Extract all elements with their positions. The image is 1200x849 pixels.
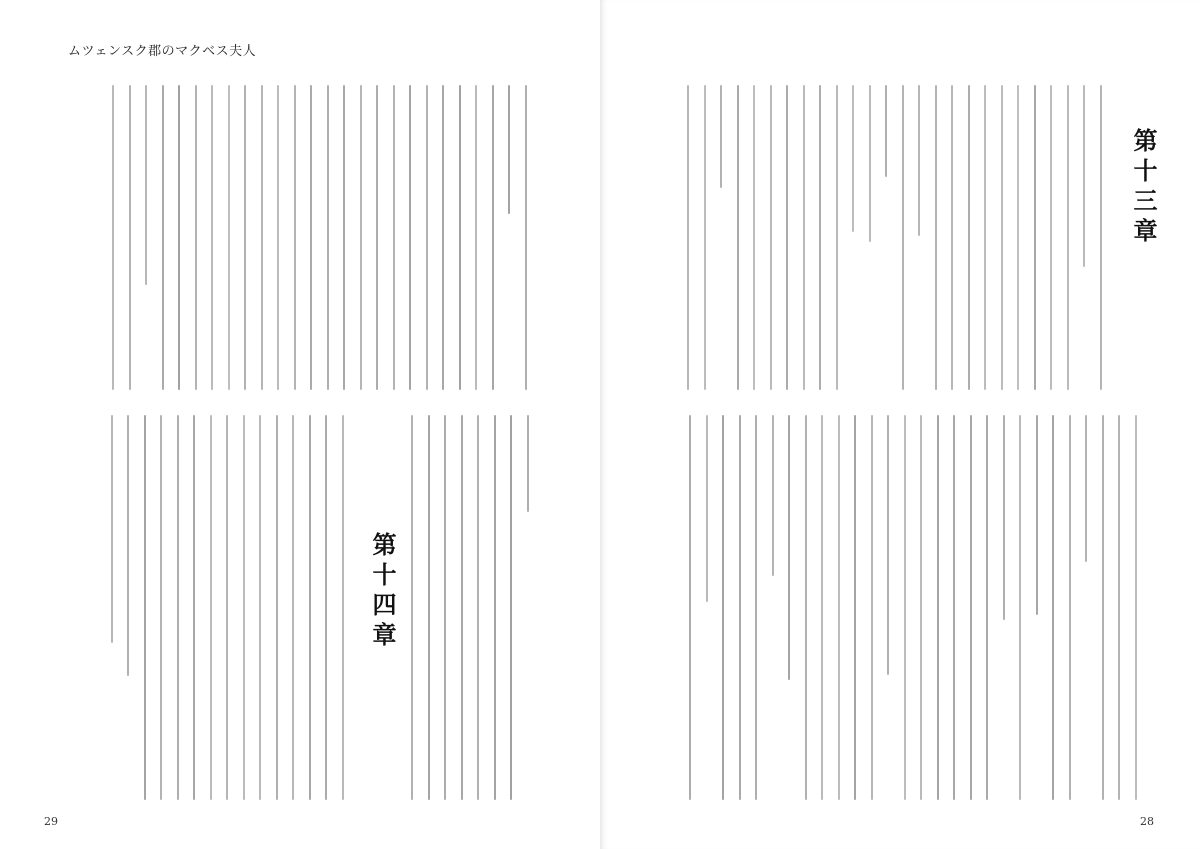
text-column [1083, 85, 1085, 267]
text-column [411, 415, 413, 800]
text-column [706, 415, 708, 602]
text-column [786, 85, 788, 390]
text-column [1085, 415, 1087, 562]
chapter-thirteen-heading: 第十三章 [1129, 128, 1158, 248]
text-column [1019, 415, 1021, 800]
text-column [1017, 85, 1019, 390]
text-column [918, 85, 920, 236]
text-column [970, 415, 972, 800]
text-column [393, 85, 395, 390]
text-column [294, 85, 296, 390]
text-column [1135, 415, 1137, 800]
text-column [1102, 415, 1104, 800]
text-column [111, 415, 113, 643]
right-lower-text-block [668, 415, 1143, 800]
text-column [508, 85, 510, 214]
text-column [704, 85, 706, 390]
text-column [276, 415, 278, 800]
text-column [1001, 85, 1003, 390]
text-column [112, 85, 114, 390]
text-column [477, 415, 479, 800]
text-column [195, 85, 197, 390]
text-column [854, 415, 856, 800]
text-column [193, 415, 195, 800]
text-column [310, 85, 312, 390]
text-column [687, 85, 689, 390]
page-number-left: 29 [44, 815, 58, 828]
text-column [510, 415, 512, 800]
text-column [805, 415, 807, 800]
text-column [409, 85, 411, 390]
text-column [342, 415, 344, 800]
text-column [129, 85, 131, 390]
text-column [127, 415, 129, 676]
text-column [277, 85, 279, 390]
text-column [904, 415, 906, 800]
text-column [968, 85, 970, 390]
text-column [1118, 415, 1120, 800]
text-column [162, 85, 164, 390]
text-column [160, 415, 162, 800]
text-column [444, 415, 446, 800]
text-column [755, 415, 757, 800]
text-column [689, 415, 691, 800]
text-column [376, 85, 378, 390]
text-column [327, 85, 329, 390]
text-column [1100, 85, 1102, 390]
text-column [937, 415, 939, 800]
text-column [475, 85, 477, 390]
text-column [145, 85, 147, 285]
text-column [210, 415, 212, 800]
text-column [887, 415, 889, 675]
text-column [772, 415, 774, 576]
text-column [1050, 85, 1052, 390]
text-column [343, 85, 345, 390]
text-column [525, 85, 527, 390]
text-column [211, 85, 213, 390]
text-column [986, 415, 988, 800]
text-column [360, 85, 362, 390]
text-column [869, 85, 871, 242]
text-column [737, 85, 739, 390]
text-column [442, 85, 444, 390]
text-column [494, 415, 496, 800]
page-number-right: 28 [1140, 815, 1154, 828]
text-column [426, 85, 428, 390]
running-head: ムツェンスク郡のマクベス夫人 [68, 44, 257, 59]
text-column [177, 415, 179, 800]
text-column [144, 415, 146, 800]
text-column [492, 85, 494, 390]
text-column [1069, 415, 1071, 800]
left-lower-text-block-left [88, 415, 350, 800]
text-column [720, 85, 722, 188]
text-column [871, 415, 873, 800]
text-column [1034, 85, 1036, 390]
text-column [836, 85, 838, 390]
text-column [309, 415, 311, 800]
text-column [1067, 85, 1069, 390]
text-column [852, 85, 854, 232]
left-upper-text-block [88, 85, 533, 390]
text-column [226, 415, 228, 800]
text-column [722, 415, 724, 800]
text-column [739, 415, 741, 800]
text-column [885, 85, 887, 177]
text-column [178, 85, 180, 390]
text-column [902, 85, 904, 390]
text-column [984, 85, 986, 390]
text-column [459, 85, 461, 390]
chapter-fourteen-heading: 第十四章 [368, 532, 397, 652]
text-column [292, 415, 294, 800]
text-column [1003, 415, 1005, 620]
text-column [951, 85, 953, 390]
text-column [935, 85, 937, 390]
text-column [261, 85, 263, 390]
text-column [819, 85, 821, 390]
right-upper-text-block [668, 85, 1108, 390]
text-column [953, 415, 955, 800]
left-lower-text-block-right [395, 415, 535, 800]
text-column [803, 85, 805, 390]
text-column [788, 415, 790, 680]
text-column [1052, 415, 1054, 800]
text-column [259, 415, 261, 800]
right-page [600, 0, 1200, 849]
text-column [527, 415, 529, 512]
text-column [821, 415, 823, 800]
text-column [228, 85, 230, 390]
text-column [243, 415, 245, 800]
text-column [920, 415, 922, 800]
text-column [838, 415, 840, 800]
text-column [461, 415, 463, 800]
text-column [1036, 415, 1038, 615]
text-column [428, 415, 430, 800]
text-column [753, 85, 755, 390]
text-column [770, 85, 772, 390]
text-column [244, 85, 246, 390]
text-column [325, 415, 327, 800]
